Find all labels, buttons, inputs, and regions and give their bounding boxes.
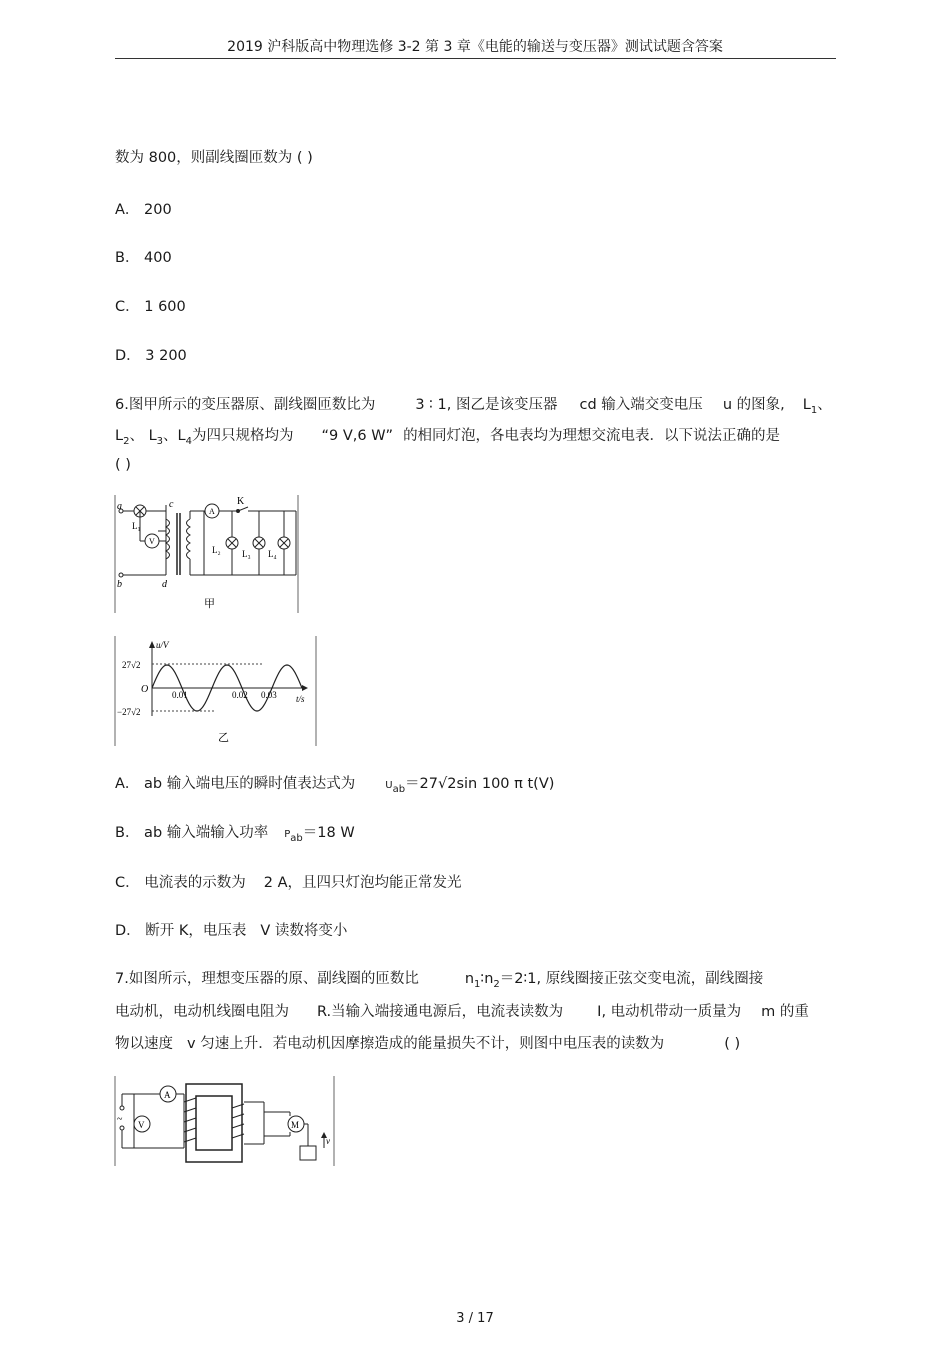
q5-option-c: C． 1 600 (115, 299, 186, 315)
q6-option-b (115, 821, 355, 844)
header-rule (115, 58, 836, 59)
ac-source-icon: ~ (117, 1114, 123, 1125)
label-c: c (169, 499, 174, 510)
x-tick-003: 0.03 (261, 690, 277, 700)
q6-text: 3 ∶ 1, 图乙是该变压器 (415, 397, 558, 413)
q6-text: L (115, 428, 124, 444)
q7-line3 (115, 1032, 740, 1053)
q6-figure-circuit (114, 495, 300, 613)
q6-text: B． ab 输入端输入功率 (115, 825, 269, 841)
q6-text: C． 电流表的示数为 (115, 875, 246, 891)
page-number: 3 / 17 (456, 1311, 494, 1326)
input-terminal-top (120, 1106, 124, 1110)
weight-icon (300, 1146, 316, 1160)
label-ammeter: A (209, 507, 215, 516)
q7-text: v 匀速上升．若电动机因摩擦造成的能量损失不计，则图中电压表的读数为 (187, 1036, 665, 1052)
fig1-caption: 甲 (204, 598, 215, 610)
x-axis-label: t/s (296, 694, 305, 704)
label-ammeter: A (164, 1090, 171, 1100)
q6-sub: 3 (156, 435, 164, 447)
y-axis-label: u/V (156, 640, 169, 650)
x-tick-001: 0.01 (172, 690, 188, 700)
q6-text: P (284, 829, 291, 840)
q6-option-d (115, 919, 347, 940)
q6-sub: 2 (123, 435, 130, 447)
q6-text: sin 100 π t(V) (456, 776, 555, 792)
q6-option-a (115, 772, 554, 795)
q6-option-c (115, 871, 462, 892)
q7-text: R.当输入端接通电源后，电流表读数为 (317, 1004, 564, 1020)
fig2-caption: 乙 (218, 732, 229, 744)
label-b: b (117, 579, 122, 590)
q6-sub: ab (290, 832, 303, 844)
q6-sub: ab (392, 783, 406, 795)
q6-sub: 1 (810, 404, 818, 416)
q5-option-d: D． 3 200 (115, 348, 187, 364)
q7-text: I, 电动机带动一质量为 (597, 1004, 742, 1020)
label-motor: M (291, 1120, 300, 1130)
q6-text: 、 (817, 397, 832, 413)
label-v: v (326, 1136, 330, 1146)
label-k: K (237, 496, 245, 507)
q7-text: n (464, 971, 475, 987)
secondary-coil (187, 519, 191, 559)
q7-text: ( ) (724, 1036, 741, 1052)
q6-text: A． ab 输入端电压的瞬时值表达式为 (115, 776, 356, 792)
q6-text: cd 输入端交变电压 (579, 397, 703, 413)
primary-coil (166, 519, 170, 559)
q7-line2 (115, 1000, 809, 1021)
q6-text: u 的图象, (722, 397, 785, 413)
q7-text: 7.如图所示，理想变压器的原、副线圈的匝数比 (115, 971, 419, 987)
y-bottom-label: −27√2 (117, 707, 141, 717)
label-l3: L₃ (242, 549, 251, 559)
q6-text: L (802, 397, 811, 413)
label-l4: L₄ (268, 549, 277, 559)
label-voltmeter: V (149, 537, 155, 546)
q6-text: U (385, 780, 393, 791)
q6-text: 的相同灯泡，各电表均为理想交流电表．以下说法正确的是 (403, 428, 781, 444)
q6-text: V 读数将变小 (260, 923, 348, 939)
q5-stem: 数为 800，则副线圈匝数为 ( ) (115, 150, 313, 166)
q7-sub: 1 (474, 978, 481, 990)
input-terminal-bottom (120, 1126, 124, 1130)
y-top-label: 27√2 (122, 660, 141, 670)
label-voltmeter: V (138, 1120, 145, 1130)
q6-sqrt: √2 (438, 776, 457, 792)
terminal-b (119, 573, 123, 577)
q6-text: D． 断开 K，电压表 (115, 923, 247, 939)
label-l1: L₁ (132, 521, 141, 531)
q6-text: 6.图甲所示的变压器原、副线圈匝数比为 (115, 397, 376, 413)
q6-line2 (115, 424, 780, 447)
transformer-core-window (196, 1096, 232, 1150)
q6-line3: ( ) (115, 457, 131, 473)
q6-text: ＝27 (405, 776, 438, 792)
q7-text: ∶n (480, 971, 494, 987)
origin-label: O (141, 684, 149, 695)
q7-text: 物以速度 (115, 1036, 173, 1052)
q6-text: 为四只规格均为 (192, 428, 294, 444)
label-d: d (162, 579, 167, 590)
q5-option-b: B． 400 (115, 250, 172, 266)
q7-text: ＝2∶1, 原线圈接正弦交变电流，副线圈接 (499, 971, 764, 987)
q6-figure-waveform (114, 636, 318, 746)
q7-text: 电动机，电动机线圈电阻为 (115, 1004, 289, 1020)
page-header: 2019 沪科版高中物理选修 3-2 第 3 章《电能的输送与变压器》测试试题含答案 (227, 39, 723, 55)
q6-sub: 4 (185, 435, 192, 447)
q6-text: ＝18 W (302, 825, 355, 841)
q7-line1 (115, 967, 763, 990)
q6-text: 、 L (129, 428, 157, 444)
label-l2: L₂ (212, 545, 221, 555)
q6-text: 、L (163, 428, 186, 444)
q7-text: m 的重 (761, 1004, 809, 1020)
q6-line1 (115, 393, 832, 416)
q7-sub: 2 (493, 978, 500, 990)
x-tick-002: 0.02 (232, 690, 248, 700)
q6-text: “9 V,6 W” (321, 428, 394, 444)
label-a: a (117, 501, 122, 512)
q7-figure-circuit (114, 1076, 336, 1168)
q6-text: 2 A，且四只灯泡均能正常发光 (263, 875, 462, 891)
q5-option-a: A． 200 (115, 202, 172, 218)
